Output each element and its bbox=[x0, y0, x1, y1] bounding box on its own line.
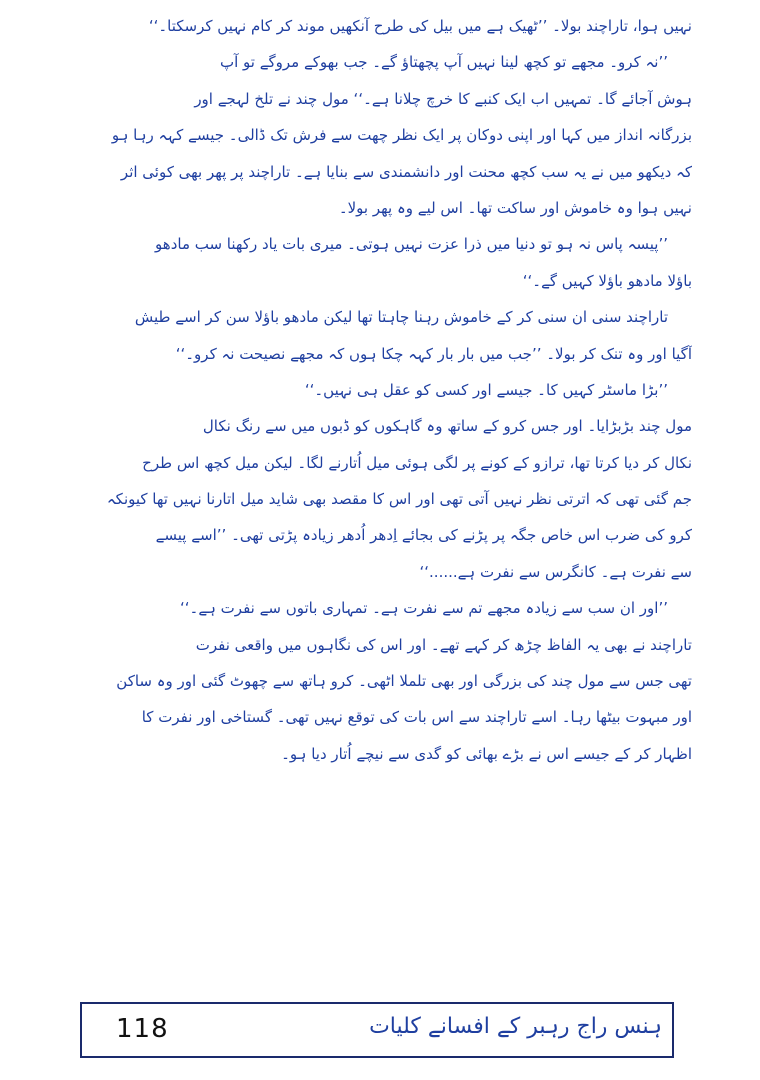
text-line: ’’اور ان سب سے زیادہ مجھے تم سے نفرت ہے۔ تمہاری باتوں سے نفرت ہے۔‘‘ bbox=[180, 599, 668, 618]
text-line: تھی جس سے مول چند کی بزرگی اور بھی تلملا اٹھی۔ کرو ہاتھ سے چھوٹ گئی اور وہ ساکن bbox=[116, 672, 692, 691]
text-line: اور مبہوت بیٹھا رہا۔ اسے تاراچند سے اس بات کی توقع نہیں تھی۔ گستاخی اور نفرت کا bbox=[141, 708, 692, 727]
text-line: کہ دیکھو میں نے یہ سب کچھ محنت اور دانشمندی سے بنایا ہے۔ تاراچند پر پھر بھی کوئی اثر bbox=[120, 162, 692, 181]
page-number: 118 bbox=[116, 1014, 169, 1044]
text-line: مول چند بڑبڑایا۔ اور جس کرو کے ساتھ وہ گاہکوں کو ڈبوں میں سے رنگ نکال bbox=[202, 417, 692, 436]
text-line: نہیں ہوا وہ خاموش اور ساکت تھا۔ اس لیے وہ پھر بولا۔ bbox=[338, 198, 692, 217]
text-line: باؤلا مادھو باؤلا کہیں گے۔‘‘ bbox=[522, 271, 692, 290]
text-line: سے نفرت ہے۔ کانگرس سے نفرت ہے......‘‘ bbox=[419, 562, 692, 581]
text-line: بزرگانہ انداز میں کہا اور اپنی دوکان پر ایک نظر چھت سے فرش تک ڈالی۔ جیسے کہہ رہا ہو bbox=[111, 126, 692, 145]
text-line: آگیا اور وہ تنک کر بولا۔ ’’جب میں بار بار کہہ چکا ہوں کہ مجھے نصیحت نہ کرو۔‘‘ bbox=[175, 344, 692, 363]
page-footer bbox=[80, 1002, 674, 1058]
text-line: ’’نہ کرو۔ مجھے تو کچھ لینا نہیں آپ پچھتاؤ گے۔ جب بھوکے مروگے تو آپ bbox=[219, 53, 668, 72]
text-line: تاراچند سنی ان سنی کر کے خاموش رہنا چاہتا تھا لیکن مادھو باؤلا سن کر اسے طیش bbox=[134, 308, 668, 327]
text-line: تاراچند نے بھی یہ الفاظ چڑھ کر کہے تھے۔ اور اس کی نگاہوں میں واقعی نفرت bbox=[195, 635, 692, 654]
text-line: ’’پیسہ پاس نہ ہو تو دنیا میں ذرا عزت نہیں ہوتی۔ میری بات یاد رکھنا سب مادھو bbox=[155, 235, 668, 254]
book-title: ہنس راج رہبر کے افسانے کلیات bbox=[369, 1014, 662, 1039]
text-line: ہوش آجائے گا۔ تمہیں اب ایک کنبے کا خرچ چلانا ہے۔‘‘ مول چند نے تلخ لہجے اور bbox=[194, 89, 692, 108]
text-line: نہیں ہوا، تاراچند بولا۔ ’’ٹھیک ہے میں بیل کی طرح آنکھیں موند کر کام نہیں کرسکتا۔‘‘ bbox=[148, 17, 692, 35]
text-line: اظہار کر کے جیسے اس نے بڑے بھائی کو گدی سے نیچے اُتار دیا ہو۔ bbox=[281, 744, 692, 763]
story-text bbox=[52, 8, 692, 772]
text-line: ’’بڑا ماسٹر کہیں کا۔ جیسے اور کسی کو عقل ہی نہیں۔‘‘ bbox=[304, 380, 668, 399]
text-line: نکال کر دیا کرتا تھا، ترازو کے کونے پر لگی ہوئی میل اُتارنے لگا۔ لیکن میل کچھ اس طرح bbox=[142, 453, 692, 472]
text-line: کرو کی ضرب اس خاص جگہ پر پڑنے کی بجائے اِدھر اُدھر زیادہ پڑتی تھی۔ ’’اسے پیسے bbox=[155, 526, 692, 545]
text-line: جم گئی تھی کہ اترتی نظر نہیں آتی تھی اور اس کا مقصد بھی شاید میل اتارنا نہیں تھا کیونکہ bbox=[106, 490, 692, 509]
